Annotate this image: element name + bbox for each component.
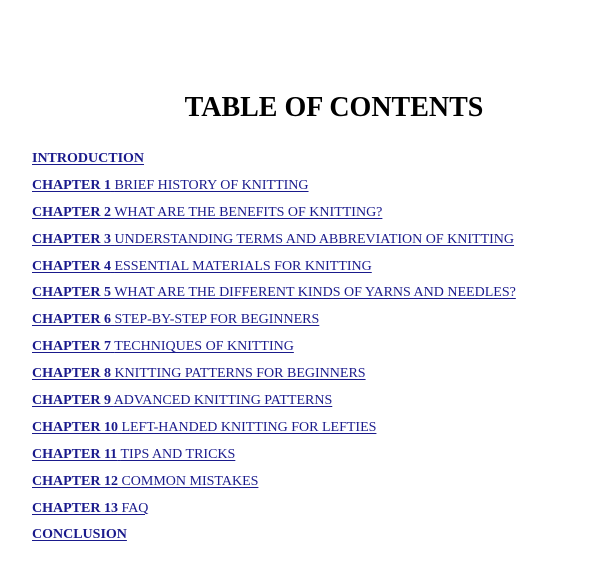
chapter-title: STEP-BY-STEP FOR BEGINNERS [114, 312, 320, 328]
chapter-title: TECHNIQUES OF KNITTING [114, 339, 294, 355]
chapter-number: CHAPTER 9 [32, 393, 111, 409]
chapter-number: CHAPTER 5 [32, 285, 111, 301]
toc-link-conclusion[interactable] [32, 526, 516, 553]
chapter-number: CHAPTER 11 [32, 446, 118, 462]
chapter-title: COMMON MISTAKES [121, 473, 259, 489]
chapter-title: ADVANCED KNITTING PATTERNS [113, 393, 333, 409]
chapter-number: CHAPTER 13 [32, 500, 118, 516]
toc-link-chapter-7[interactable] [32, 338, 516, 365]
toc-link-chapter-8[interactable] [32, 365, 516, 392]
chapter-title: WHAT ARE THE DIFFERENT KINDS OF YARNS AND NEEDLES? [114, 285, 516, 301]
chapter-title: ESSENTIAL MATERIALS FOR KNITTING [114, 258, 372, 274]
chapter-title: LEFT-HANDED KNITTING FOR LEFTIES [121, 419, 377, 435]
toc-link-chapter-2[interactable] [32, 204, 516, 231]
toc-entry-label: INTRODUCTION [32, 151, 145, 166]
chapter-title: UNDERSTANDING TERMS AND ABBREVIATION OF KNITTING [114, 231, 515, 247]
chapter-title: FAQ [121, 500, 149, 516]
chapter-title: KNITTING PATTERNS FOR BEGINNERS [114, 366, 366, 382]
page-title: TABLE OF CONTENTS [184, 92, 484, 123]
toc-link-chapter-9[interactable] [32, 392, 516, 419]
chapter-title: TIPS AND TRICKS [120, 446, 236, 462]
toc-link-introduction[interactable] [32, 150, 516, 177]
chapter-number: CHAPTER 1 [32, 177, 111, 193]
toc-link-chapter-12[interactable] [32, 473, 516, 500]
toc-link-chapter-3[interactable] [32, 231, 516, 258]
toc-entry-label: CONCLUSION [32, 527, 127, 543]
chapter-title: WHAT ARE THE BENEFITS OF KNITTING? [114, 204, 383, 220]
toc-link-chapter-6[interactable] [32, 311, 516, 338]
toc-link-chapter-5[interactable] [32, 284, 516, 311]
table-of-contents [32, 150, 516, 553]
chapter-number: CHAPTER 12 [32, 473, 118, 489]
chapter-number: CHAPTER 3 [32, 231, 111, 247]
chapter-number: CHAPTER 6 [32, 312, 111, 328]
toc-link-chapter-11[interactable] [32, 446, 516, 473]
toc-link-chapter-4[interactable] [32, 258, 516, 285]
chapter-title: BRIEF HISTORY OF KNITTING [114, 177, 309, 193]
toc-link-chapter-13[interactable] [32, 500, 516, 527]
toc-link-chapter-10[interactable] [32, 419, 516, 446]
chapter-number: CHAPTER 2 [32, 204, 111, 220]
chapter-number: CHAPTER 8 [32, 366, 111, 382]
toc-link-chapter-1[interactable] [32, 177, 516, 204]
chapter-number: CHAPTER 7 [32, 339, 111, 355]
chapter-number: CHAPTER 4 [32, 258, 111, 274]
chapter-number: CHAPTER 10 [32, 419, 118, 435]
